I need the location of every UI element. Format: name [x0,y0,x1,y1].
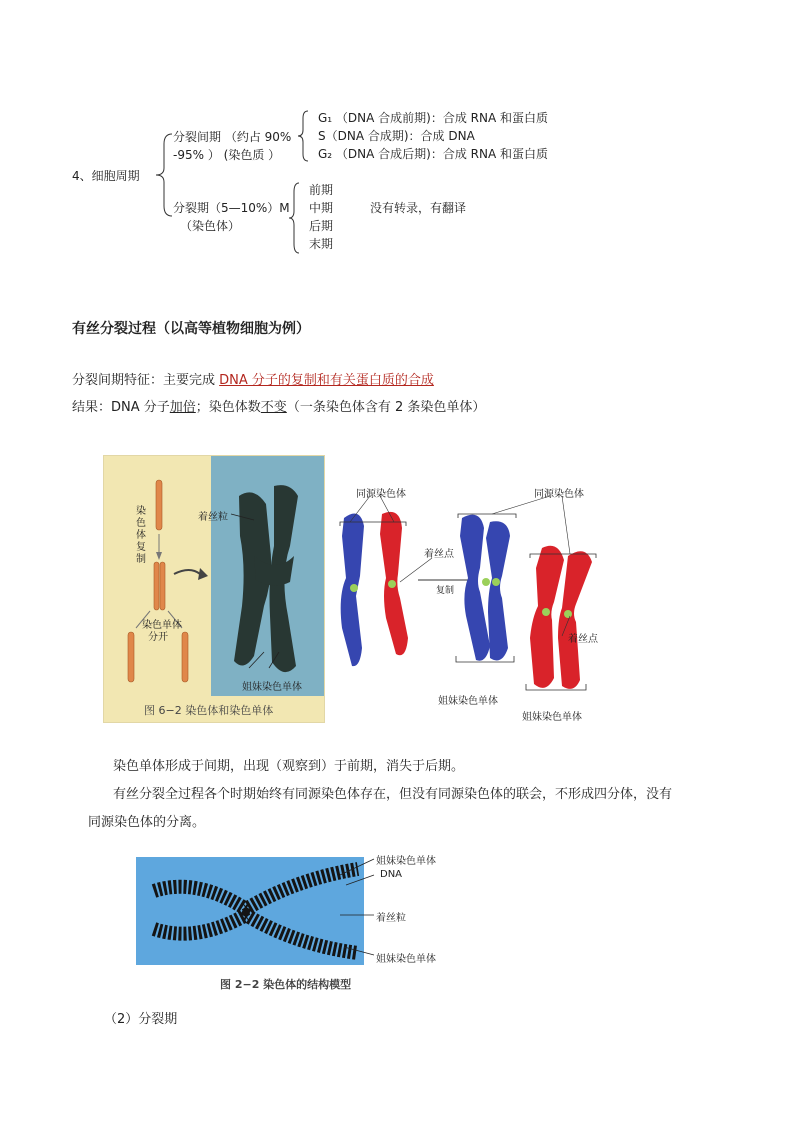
feature-highlight: DNA 分子的复制和有关蛋白质的合成 [219,373,434,388]
mitosis-note: 没有转录，有翻译 [370,201,467,215]
result-same: 不变 [260,400,287,415]
interphase-line2: -95% ） (染色质 ） [173,148,281,162]
figure1-left-drawing [104,456,324,696]
sister-chromatid-label: 姐妹染色单体 [242,682,302,693]
interphase-feature [72,371,434,391]
result-prefix: 结果：DNA 分子 [72,400,170,415]
figure2-label-sister-top: 姐妹染色单体 [376,856,436,867]
phase-telophase: 末期 [309,237,334,251]
s-phase: S（DNA 合成期)：合成 DNA [318,129,475,143]
mitosis-line1: 分裂期（5—10%）M [173,201,290,215]
homolog-label-1: 同源染色体 [356,489,406,500]
centromere-label: 着丝粒 [198,512,228,523]
figure2-label-centromere: 着丝粒 [376,913,406,924]
mitosis-brace [287,180,303,256]
feature-prefix: 分裂间期特征：主要完成 [72,373,220,388]
figure2-label-dna: DNA [380,869,403,880]
figure2-label-sister-bottom: 姐妹染色单体 [376,954,436,965]
replicate-label: 染色体复制 [136,506,146,565]
interphase-line1: 分裂间期 （约占 90% [173,130,292,144]
figure1-left-panel [103,455,325,723]
copy-label: 复制 [436,586,455,596]
right-sister-label-1: 姐妹染色单体 [438,696,498,707]
centromere-point-label-2: 着丝点 [568,634,598,645]
interphase-result [72,398,485,418]
figure1-right-drawing [330,478,620,724]
separate-label1: 染色单体 [142,620,182,631]
figure2-leaders [340,855,380,965]
homolog-label-2: 同源染色体 [534,489,584,500]
separate-label2: 分开 [148,632,168,643]
cycle-title: 4、细胞周期 [72,169,140,183]
figure2-caption: 图 2−2 染色体的结构模型 [220,978,352,991]
centromere-point-label-1: 着丝点 [424,549,454,560]
phase-prophase: 前期 [309,183,334,197]
paragraph-homolog-line2: 同源染色体的分离。 [88,815,206,830]
interphase-brace [296,108,312,164]
paragraph-homolog-line1: 有丝分裂全过程各个时期始终有同源染色体存在，但没有同源染色体的联会，不形成四分体，没有 [113,787,673,802]
section-heading: 有丝分裂过程（以高等植物细胞为例） [72,321,310,337]
paragraph-chromatid-timing: 染色单体形成于间期，出现（观察到）于前期，消失于后期。 [113,759,465,774]
g2-phase: G₂ （DNA 合成后期)：合成 RNA 和蛋白质 [318,147,548,161]
figure1-caption: 图 6−2 染色体和染色单体 [144,704,274,717]
figure2-drawing [136,857,364,965]
result-suffix: （一条染色体含有 2 条染色单体） [286,400,486,415]
phase-anaphase: 后期 [309,219,334,233]
result-mid: ；染色体数 [195,400,261,415]
g1-phase: G₁ （DNA 合成前期)：合成 RNA 和蛋白质 [318,111,548,125]
figure2-panel [136,857,364,965]
right-sister-label-2: 姐妹染色单体 [522,712,582,723]
mitosis-subheading: （2）分裂期 [104,1012,178,1027]
result-double: 加倍 [169,400,196,415]
phase-metaphase: 中期 [309,201,334,215]
mitosis-line2: （染色体） [180,219,241,233]
